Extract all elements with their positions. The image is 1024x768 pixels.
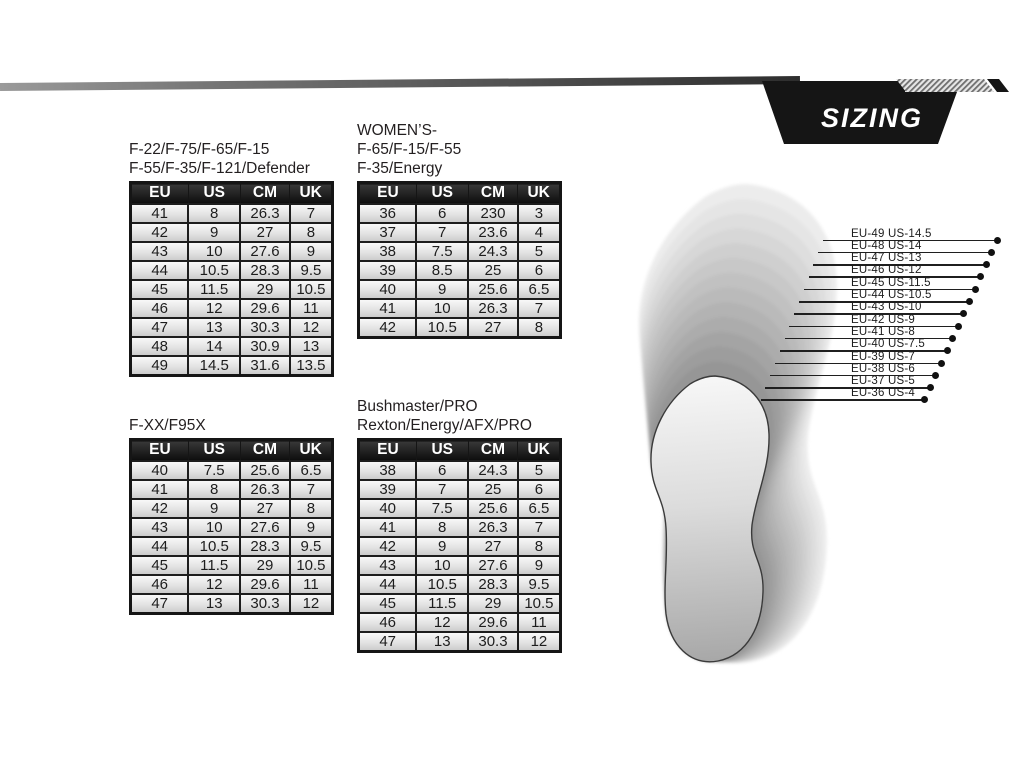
uk-size-cell: 8 bbox=[290, 223, 333, 242]
eu-size-cell: 47 bbox=[131, 594, 189, 614]
cm-size-cell: 28.3 bbox=[240, 261, 290, 280]
column-header-uk: UK bbox=[518, 183, 561, 204]
us-size-cell: 7.5 bbox=[416, 499, 468, 518]
us-size-cell: 8.5 bbox=[416, 261, 468, 280]
uk-size-cell: 9.5 bbox=[518, 575, 561, 594]
uk-size-cell: 3 bbox=[518, 204, 561, 223]
us-size-cell: 12 bbox=[188, 575, 240, 594]
us-size-cell: 12 bbox=[416, 613, 468, 632]
us-size-cell: 8 bbox=[188, 204, 240, 223]
eu-size-cell: 39 bbox=[359, 261, 417, 280]
us-size-cell: 10 bbox=[188, 242, 240, 261]
uk-size-cell: 6.5 bbox=[518, 499, 561, 518]
eu-size-cell: 45 bbox=[131, 556, 189, 575]
cm-size-cell: 26.3 bbox=[240, 204, 290, 223]
eu-size-cell: 42 bbox=[359, 537, 417, 556]
uk-size-cell: 10.5 bbox=[290, 280, 333, 299]
cm-size-cell: 25.6 bbox=[240, 461, 290, 480]
uk-size-cell: 6 bbox=[518, 480, 561, 499]
uk-size-cell: 9.5 bbox=[290, 261, 333, 280]
us-size-cell: 8 bbox=[188, 480, 240, 499]
us-size-cell: 6 bbox=[416, 461, 468, 480]
size-callout-label: EU-44 US-10.5 bbox=[851, 289, 932, 301]
uk-size-cell: 6.5 bbox=[518, 280, 561, 299]
eu-size-cell: 41 bbox=[359, 518, 417, 537]
cm-size-cell: 29 bbox=[240, 556, 290, 575]
us-size-cell: 13 bbox=[188, 594, 240, 614]
cm-size-cell: 27.6 bbox=[240, 518, 290, 537]
eu-size-cell: 49 bbox=[131, 356, 189, 376]
uk-size-cell: 8 bbox=[518, 537, 561, 556]
eu-size-cell: 41 bbox=[131, 480, 189, 499]
us-size-cell: 7 bbox=[416, 480, 468, 499]
eu-size-cell: 46 bbox=[131, 575, 189, 594]
us-size-cell: 10 bbox=[416, 299, 468, 318]
eu-size-cell: 45 bbox=[131, 280, 189, 299]
banner-title: SIZING bbox=[820, 103, 924, 133]
cm-size-cell: 26.3 bbox=[468, 299, 518, 318]
cm-size-cell: 30.3 bbox=[240, 318, 290, 337]
eu-size-cell: 47 bbox=[131, 318, 189, 337]
cm-size-cell: 27.6 bbox=[240, 242, 290, 261]
eu-size-cell: 44 bbox=[131, 537, 189, 556]
cm-size-cell: 230 bbox=[468, 204, 518, 223]
uk-size-cell: 9 bbox=[290, 518, 333, 537]
cm-size-cell: 27 bbox=[240, 223, 290, 242]
us-size-cell: 10.5 bbox=[416, 575, 468, 594]
eu-size-cell: 40 bbox=[359, 499, 417, 518]
uk-size-cell: 13.5 bbox=[290, 356, 333, 376]
uk-size-cell: 11 bbox=[290, 299, 333, 318]
us-size-cell: 14.5 bbox=[188, 356, 240, 376]
uk-size-cell: 5 bbox=[518, 461, 561, 480]
us-size-cell: 11.5 bbox=[416, 594, 468, 613]
uk-size-cell: 13 bbox=[290, 337, 333, 356]
cm-size-cell: 31.6 bbox=[240, 356, 290, 376]
size-callout-label: EU-45 US-11.5 bbox=[850, 276, 931, 289]
us-size-cell: 13 bbox=[416, 632, 468, 652]
us-size-cell: 9 bbox=[188, 223, 240, 242]
size-callout-label: EU-43 US-10 bbox=[850, 301, 922, 314]
column-header-eu: EU bbox=[359, 183, 417, 204]
cm-size-cell: 29.6 bbox=[468, 613, 518, 632]
column-header-us: US bbox=[416, 183, 468, 204]
us-size-cell: 9 bbox=[416, 280, 468, 299]
cm-size-cell: 29 bbox=[240, 280, 290, 299]
size-callout-label: EU-36 US-4 bbox=[850, 387, 915, 400]
cm-size-cell: 27 bbox=[240, 499, 290, 518]
us-size-cell: 10 bbox=[188, 518, 240, 537]
us-size-cell: 7.5 bbox=[416, 242, 468, 261]
us-size-cell: 11.5 bbox=[188, 280, 240, 299]
column-header-us: US bbox=[188, 183, 240, 204]
cm-size-cell: 30.3 bbox=[468, 632, 518, 652]
us-size-cell: 7 bbox=[416, 223, 468, 242]
eu-size-cell: 42 bbox=[131, 499, 189, 518]
cm-size-cell: 28.3 bbox=[468, 575, 518, 594]
eu-size-cell: 47 bbox=[359, 632, 417, 652]
leader-dot-icon bbox=[921, 396, 928, 403]
cm-size-cell: 27.6 bbox=[468, 556, 518, 575]
column-header-uk: UK bbox=[290, 440, 333, 461]
eu-size-cell: 43 bbox=[131, 518, 189, 537]
eu-size-cell: 43 bbox=[131, 242, 189, 261]
size-callout-label: EU-39 US-7 bbox=[851, 350, 915, 363]
table-title-line: Rexton/Energy/AFX/PRO bbox=[357, 417, 532, 434]
size-callout bbox=[761, 387, 929, 402]
eu-size-cell: 39 bbox=[359, 480, 417, 499]
uk-size-cell: 7 bbox=[290, 480, 333, 499]
cm-size-cell: 25 bbox=[468, 261, 518, 280]
table-title-line: F-65/F-15/F-55 bbox=[357, 141, 462, 158]
uk-size-cell: 6 bbox=[518, 261, 561, 280]
eu-size-cell: 42 bbox=[131, 223, 189, 242]
column-header-uk: UK bbox=[518, 440, 561, 461]
column-header-cm: CM bbox=[468, 440, 518, 461]
cm-size-cell: 25 bbox=[468, 480, 518, 499]
column-header-us: US bbox=[188, 440, 240, 461]
column-header-eu: EU bbox=[359, 440, 417, 461]
eu-size-cell: 37 bbox=[359, 223, 417, 242]
cm-size-cell: 30.9 bbox=[240, 337, 290, 356]
column-header-us: US bbox=[416, 440, 468, 461]
eu-size-cell: 44 bbox=[131, 261, 189, 280]
uk-size-cell: 4 bbox=[518, 223, 561, 242]
uk-size-cell: 8 bbox=[518, 318, 561, 338]
uk-size-cell: 7 bbox=[518, 518, 561, 537]
column-header-eu: EU bbox=[131, 183, 189, 204]
size-callout-label: EU-47 US-13 bbox=[850, 252, 922, 265]
uk-size-cell: 11 bbox=[290, 575, 333, 594]
us-size-cell: 10.5 bbox=[188, 537, 240, 556]
eu-size-cell: 40 bbox=[131, 461, 189, 480]
cm-size-cell: 28.3 bbox=[240, 537, 290, 556]
eu-size-cell: 38 bbox=[359, 461, 417, 480]
size-callout-label: EU-40 US-7.5 bbox=[850, 338, 925, 351]
uk-size-cell: 7 bbox=[518, 299, 561, 318]
uk-size-cell: 7 bbox=[290, 204, 333, 223]
uk-size-cell: 10.5 bbox=[290, 556, 333, 575]
cm-size-cell: 29.6 bbox=[240, 299, 290, 318]
eu-size-cell: 40 bbox=[359, 280, 417, 299]
eu-size-cell: 45 bbox=[359, 594, 417, 613]
table-title-line: F-55/F-35/F-121/Defender bbox=[129, 160, 310, 177]
cm-size-cell: 25.6 bbox=[468, 280, 518, 299]
eu-size-cell: 46 bbox=[359, 613, 417, 632]
cm-size-cell: 27 bbox=[468, 537, 518, 556]
us-size-cell: 10 bbox=[416, 556, 468, 575]
column-header-uk: UK bbox=[290, 183, 333, 204]
us-size-cell: 7.5 bbox=[188, 461, 240, 480]
cm-size-cell: 24.3 bbox=[468, 242, 518, 261]
table-title-line: F-22/F-75/F-65/F-15 bbox=[129, 141, 270, 158]
uk-size-cell: 8 bbox=[290, 499, 333, 518]
cm-size-cell: 30.3 bbox=[240, 594, 290, 614]
cm-size-cell: 29.6 bbox=[240, 575, 290, 594]
table-title-line: F-XX/F95X bbox=[129, 417, 206, 434]
us-size-cell: 10.5 bbox=[416, 318, 468, 338]
us-size-cell: 9 bbox=[416, 537, 468, 556]
cm-size-cell: 26.3 bbox=[240, 480, 290, 499]
table-title-line: Bushmaster/PRO bbox=[357, 398, 478, 415]
cm-size-cell: 25.6 bbox=[468, 499, 518, 518]
us-size-cell: 12 bbox=[188, 299, 240, 318]
eu-size-cell: 36 bbox=[359, 204, 417, 223]
size-callout-label: EU-49 US-14.5 bbox=[851, 227, 932, 240]
leader-line-icon bbox=[761, 399, 925, 401]
uk-size-cell: 5 bbox=[518, 242, 561, 261]
us-size-cell: 8 bbox=[416, 518, 468, 537]
us-size-cell: 11.5 bbox=[188, 556, 240, 575]
size-callout-label: EU-48 US-14 bbox=[850, 239, 922, 252]
eu-size-cell: 41 bbox=[131, 204, 189, 223]
table-title-line: WOMEN’S- bbox=[357, 122, 438, 139]
column-header-cm: CM bbox=[240, 183, 290, 204]
column-header-cm: CM bbox=[468, 183, 518, 204]
uk-size-cell: 11 bbox=[518, 613, 561, 632]
us-size-cell: 13 bbox=[188, 318, 240, 337]
column-header-cm: CM bbox=[240, 440, 290, 461]
us-size-cell: 9 bbox=[188, 499, 240, 518]
eu-size-cell: 38 bbox=[359, 242, 417, 261]
cm-size-cell: 23.6 bbox=[468, 223, 518, 242]
uk-size-cell: 9 bbox=[290, 242, 333, 261]
cm-size-cell: 26.3 bbox=[468, 518, 518, 537]
uk-size-cell: 10.5 bbox=[518, 594, 561, 613]
column-header-eu: EU bbox=[131, 440, 189, 461]
eu-size-cell: 46 bbox=[131, 299, 189, 318]
eu-size-cell: 48 bbox=[131, 337, 189, 356]
cm-size-cell: 29 bbox=[468, 594, 518, 613]
size-callout-label: EU-42 US-9 bbox=[850, 313, 915, 326]
size-callout-label: EU-46 US-12 bbox=[850, 264, 922, 277]
us-size-cell: 10.5 bbox=[188, 261, 240, 280]
uk-size-cell: 9 bbox=[518, 556, 561, 575]
eu-size-cell: 44 bbox=[359, 575, 417, 594]
us-size-cell: 14 bbox=[188, 337, 240, 356]
uk-size-cell: 12 bbox=[518, 632, 561, 652]
eu-size-cell: 42 bbox=[359, 318, 417, 338]
uk-size-cell: 9.5 bbox=[290, 537, 333, 556]
size-callout-label: EU-41 US-8 bbox=[850, 325, 915, 338]
uk-size-cell: 6.5 bbox=[290, 461, 333, 480]
eu-size-cell: 41 bbox=[359, 299, 417, 318]
eu-size-cell: 43 bbox=[359, 556, 417, 575]
table-title-line: F-35/Energy bbox=[357, 160, 443, 177]
uk-size-cell: 12 bbox=[290, 594, 333, 614]
cm-size-cell: 24.3 bbox=[468, 461, 518, 480]
uk-size-cell: 12 bbox=[290, 318, 333, 337]
cm-size-cell: 27 bbox=[468, 318, 518, 338]
size-callout-label: EU-37 US-5 bbox=[850, 375, 915, 388]
us-size-cell: 6 bbox=[416, 204, 468, 223]
size-callout-label: EU-38 US-6 bbox=[850, 362, 915, 375]
